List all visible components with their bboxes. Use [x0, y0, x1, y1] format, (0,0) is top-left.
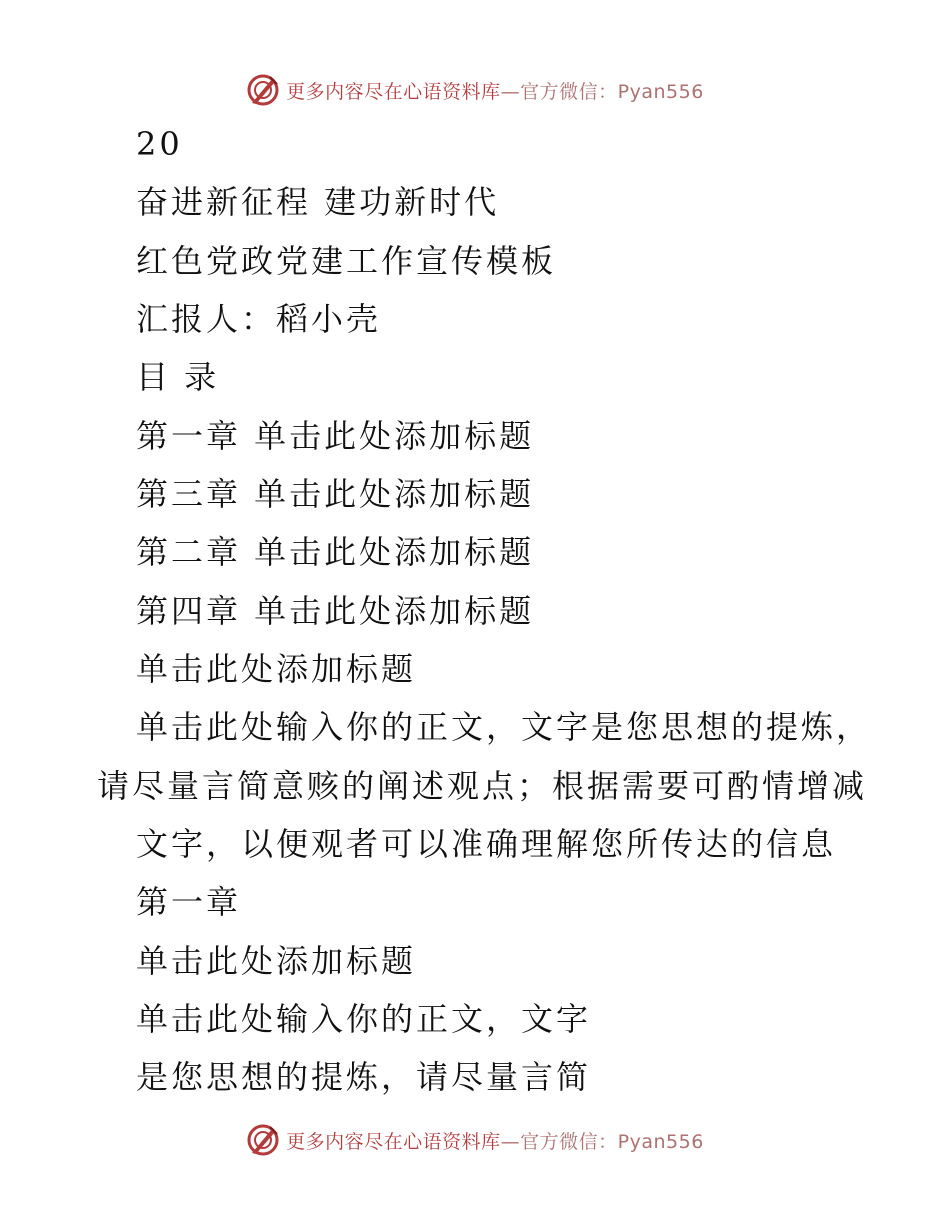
doc-line-slogan: 奋进新征程 建功新时代 [136, 183, 500, 221]
doc-line-reporter: 汇报人：稻小壳 [136, 300, 382, 338]
doc-line-paragraph: 请尽量言简意赅的阐述观点；根据需要可酌情增减 [97, 767, 868, 805]
quill-pen-logo-icon [246, 1123, 280, 1157]
doc-line-toc-item: 第四章 单击此处添加标题 [136, 592, 535, 630]
doc-line-section-title: 单击此处添加标题 [136, 650, 417, 688]
doc-line-toc-item: 第三章 单击此处添加标题 [136, 475, 535, 513]
doc-line-template-title: 红色党政党建工作宣传模板 [136, 242, 557, 280]
footer-banner [0, 1120, 950, 1160]
doc-line-toc-item: 第二章 单击此处添加标题 [136, 533, 535, 571]
quill-pen-logo-icon [246, 73, 280, 107]
header-banner-wechat: —官方微信：Pyan556 [500, 80, 704, 103]
header-banner-main: 更多内容尽在心语资料库 [286, 80, 501, 103]
doc-line-toc-heading: 目 录 [136, 358, 220, 396]
doc-line-paragraph: 是您思想的提炼，请尽量言简 [136, 1058, 592, 1096]
doc-line-number: 20 [136, 125, 183, 163]
footer-banner-wechat: —官方微信：Pyan556 [500, 1130, 704, 1153]
doc-line-toc-item: 第一章 单击此处添加标题 [136, 417, 535, 455]
doc-line-paragraph: 文字，以便观者可以准确理解您所传达的信息 [136, 825, 837, 863]
doc-line-paragraph: 单击此处输入你的正文，文字 [136, 1000, 592, 1038]
header-banner-text [286, 77, 704, 104]
footer-banner-main: 更多内容尽在心语资料库 [286, 1130, 501, 1153]
footer-banner-text [286, 1127, 704, 1154]
header-banner [0, 70, 950, 110]
doc-line-paragraph: 单击此处输入你的正文，文字是您思想的提炼， [136, 708, 872, 746]
doc-line-chapter-heading: 第一章 [136, 883, 242, 921]
doc-line-section-title: 单击此处添加标题 [136, 942, 417, 980]
